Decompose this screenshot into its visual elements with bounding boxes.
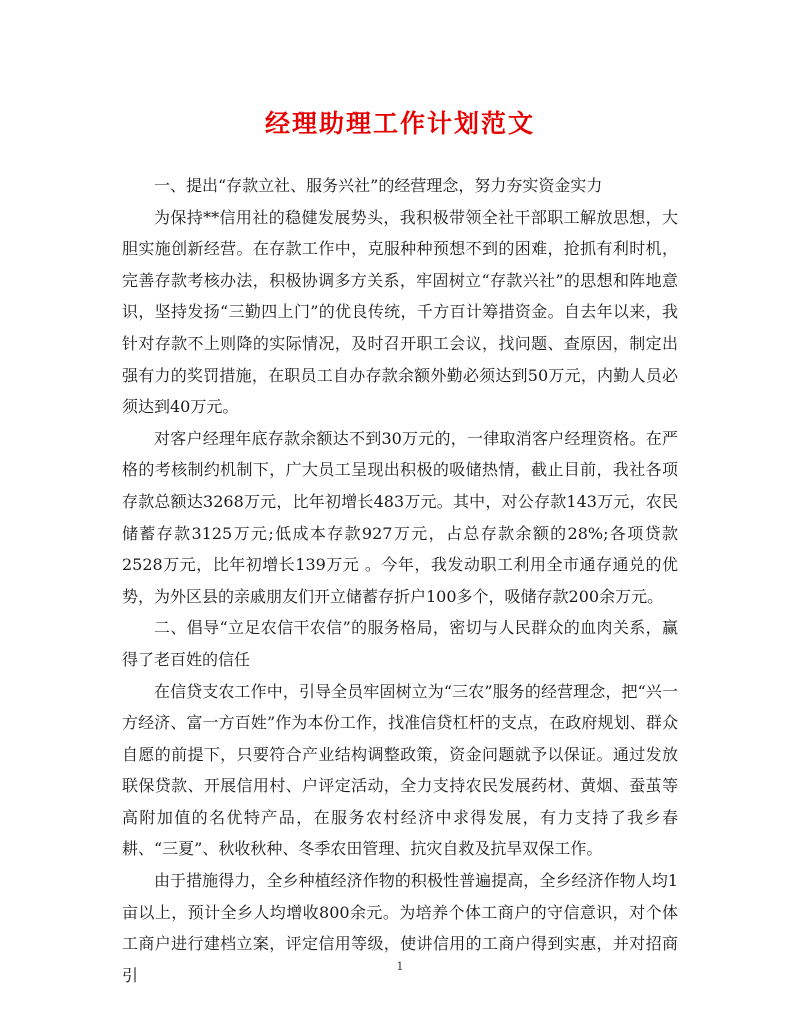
section-heading-2: 二、倡导“立足农信干农信”的服务格局，密切与人民群众的血肉关系，赢得了老百姓的信任 [122,618,678,669]
body-paragraph: 在信贷支农工作中，引导全员牢固树立为“三农”服务的经营理念，把“兴一方经济、富一方百姓”作为本份工作，找准信贷杠杆的支点，在政府规划、群众自愿的前提下，只要符合产业结构调整政策，资金问题就予以保证。通过发放联保贷款、开展信用村、户评定活动，全力支持农民发展药材、黄烟、蚕茧等高附加值的名优特产品，在服务农村经济中求得发展，有力支持了我乡春耕、“三夏”、秋收秋种、冬季农田管理、抗灾自救及抗旱双保工作。 [122,681,678,859]
page-number: 1 [396,960,404,973]
section-heading-1: 一、提出“存款立社、服务兴社”的经营理念，努力夯实资金实力 [154,176,603,195]
document-body [122,170,678,991]
document-title: 经理助理工作计划范文 [264,109,535,138]
body-paragraph: 由于措施得力，全乡种植经济作物的积极性普遍提高，全乡经济作物人均1亩以上，预计全乡人均增收800余元。为培养个体工商户的守信意识，对个体工商户进行建档立案，评定信用等级，使讲信用的工商户得到实惠，并对招商引 [122,871,678,985]
body-paragraph: 为保持**信用社的稳健发展势头，我积极带领全社干部职工解放思想，大胆实施创新经营。在存款工作中，克服种种预想不到的困难，抢抓有利时机，完善存款考核办法，积极协调多方关系，牢固树立“存款兴社”的思想和阵地意识，坚持发扬“三勤四上门”的优良传统，千方百计筹措资金。自去年以来，我针对存款不上则降的实际情况，及时召开职工会议，找问题、查原因，制定出强有力的奖罚措施，在职员工自办存款余额外勤必须达到50万元，内勤人员必须达到40万元。 [122,207,678,417]
body-paragraph: 对客户经理年底存款余额达不到30万元的，一律取消客户经理资格。在严格的考核制约机制下，广大员工呈现出积极的吸储热情，截止目前，我社各项存款总额达3268万元，比年初增长483万元。其中，对公存款143万元，农民储蓄存款3125万元;低成本存款927万元，占总存款余额的28%;各项贷款2528万元，比年初增长139万元 。今年，我发动职工利用全市通存通兑的优势，为外区县的亲戚朋友们开立储蓄存折户100多个，吸储存款200余万元。 [122,428,678,606]
